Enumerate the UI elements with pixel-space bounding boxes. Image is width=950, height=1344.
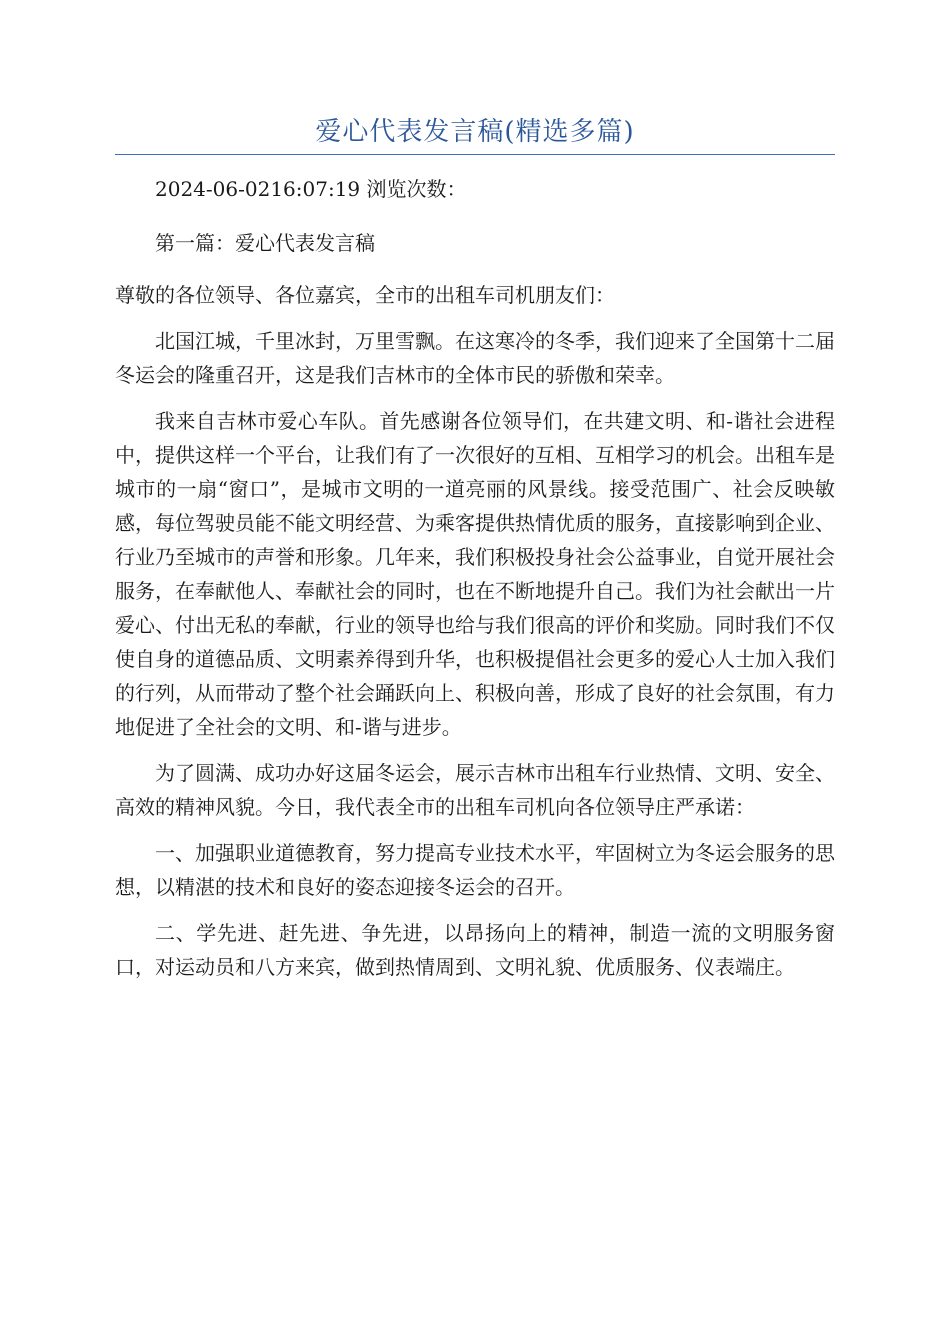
salutation: 尊敬的各位领导、各位嘉宾，全市的出租车司机朋友们： <box>115 283 615 307</box>
paragraph: 一、加强职业道德教育，努力提高专业技术水平，牢固树立为冬运会服务的思想，以精湛的技术和良好的姿态迎接冬运会的召开。 <box>115 841 835 899</box>
document-body <box>115 172 835 996</box>
paragraph: 二、学先进、赶先进、争先进，以昂扬向上的精神，制造一流的文明服务窗口，对运动员和八方来宾，做到热情周到、文明礼貌、优质服务、仪表端庄。 <box>115 921 835 979</box>
paragraph: 我来自吉林市爱心车队。首先感谢各位领导们，在共建文明、和-谐社会进程中，提供这样一个平台，让我们有了一次很好的互相、互相学习的机会。出租车是城市的一扇“窗口”，是城市文明的一道亮丽的风景线。接受范围广、社会反映敏感，每位驾驶员能不能文明经营、为乘客提供热情优质的服务，直接影响到企业、行业乃至城市的声誉和形象。几年来，我们积极投身社会公益事业，自觉开展社会服务，在奉献他人、奉献社会的同时，也在不断地提升自己。我们为社会献出一片爱心、付出无私的奉献，行业的领导也给与我们很高的评价和奖励。同时我们不仅使自身的道德品质、文明素养得到升华，也积极提倡社会更多的爱心人士加入我们的行列，从而带动了整个社会踊跃向上、积极向善，形成了良好的社会氛围，有力地促进了全社会的文明、和-谐与进步。 <box>115 409 835 739</box>
paragraph: 北国江城，千里冰封，万里雪飘。在这寒冷的冬季，我们迎来了全国第十二届冬运会的隆重召开，这是我们吉林市的全体市民的骄傲和荣幸。 <box>115 329 835 387</box>
document-title: 爱心代表发言稿(精选多篇) <box>315 117 635 147</box>
section-heading: 第一篇：爱心代表发言稿 <box>155 231 375 255</box>
title-divider <box>115 154 835 155</box>
publish-meta: 2024-06-0216:07:19 浏览次数： <box>155 177 467 201</box>
paragraph: 为了圆满、成功办好这届冬运会，展示吉林市出租车行业热情、文明、安全、高效的精神风貌。今日，我代表全市的出租车司机向各位领导庄严承诺： <box>115 761 835 819</box>
